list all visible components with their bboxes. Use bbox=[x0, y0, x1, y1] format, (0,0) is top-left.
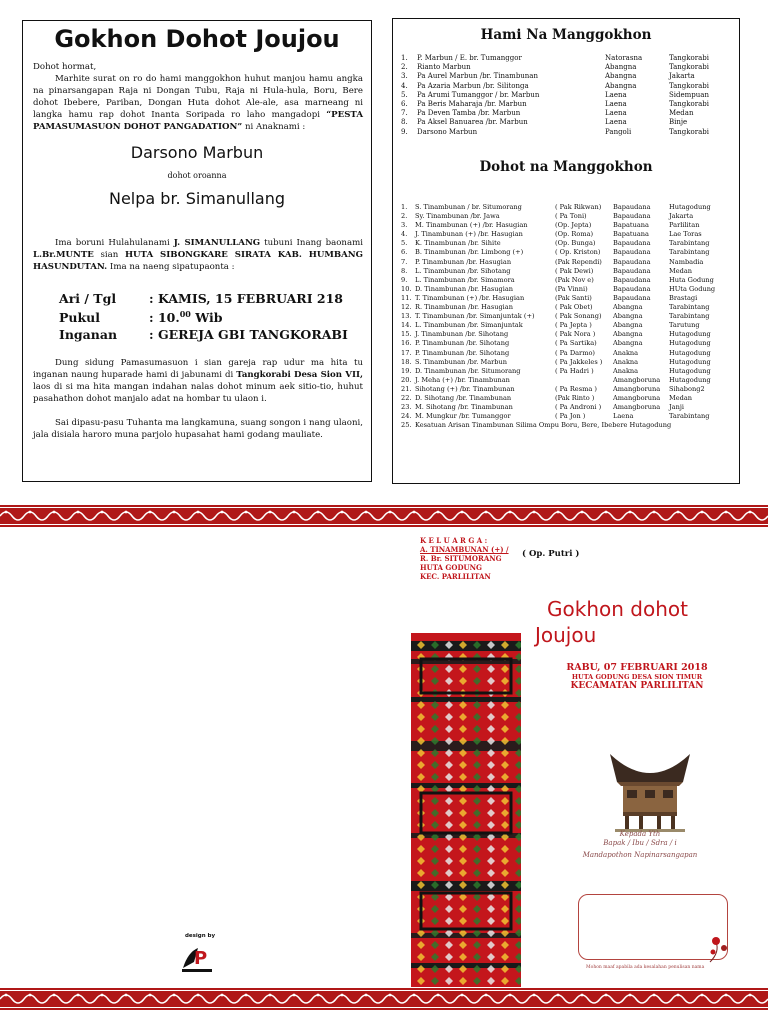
hosts-table bbox=[401, 54, 729, 137]
invitees-heading: Dohot na Manggokhon bbox=[479, 159, 653, 175]
host-row: 9. Darsono Marbun Pangoli Tangkorabi bbox=[401, 127, 709, 136]
host-row: 2. Rianto Marbun Abangna Tangkorabi bbox=[401, 63, 709, 72]
card-title: Gokhon dohot Joujou bbox=[535, 597, 688, 647]
batak-house-image bbox=[605, 752, 695, 832]
op-putri-label: ( Op. Putri ) bbox=[522, 549, 580, 559]
invitee-row: 10. D. Tinambunan /br. Hasugian (Pa Vinni) Bapaudana HUta Godung bbox=[401, 284, 716, 293]
invitee-row: 11. T. Tinambunan (+) /br. Hasugian (Pak Santi) Bapaudana Brastagi bbox=[401, 293, 698, 302]
host-row: 5. Pa Arumi Tumanggor / br. Marbun Laena Sidempuan bbox=[401, 90, 709, 99]
invitee-row: 14. L. Tinambunan /br. Simanjuntak ( Pa Jepta ) Abangna Tarutung bbox=[401, 321, 700, 330]
invitee-row: 17. P. Tinambunan /br. Sihotang ( Pa Darmo) Anakna Hutagodung bbox=[401, 348, 711, 357]
host-row: 4. Pa Azaria Marbun /br. Silitonga Abangna Tangkorabi bbox=[401, 81, 709, 90]
ulos-textile-image bbox=[411, 633, 521, 987]
invitee-row: 2. Sy. Tinambunan /br. Jawa ( Pa Toni) Bapaudana Jakarta bbox=[401, 212, 694, 221]
invitee-row: 23. M. Sihotang /br. Tinambunan ( Pa Androni ) Amangboruna Janji bbox=[401, 403, 684, 412]
designer-logo-icon bbox=[180, 942, 214, 974]
host-row: 6. Pa Beris Maharaja /br. Marbun Laena Tangkorabi bbox=[401, 100, 709, 109]
connector-text: dohot oroanna bbox=[167, 171, 227, 180]
invitee-row: 21. Sihotang (+) /br. Tinambunan ( Pa Resma ) Amangboruna Sihabong2 bbox=[401, 384, 705, 393]
invitee-row: 20. J. Meha (+) /br. Tinambunan Amangboruna Hutagodung bbox=[401, 375, 711, 384]
name-apology-note: Mohon maaf apabila ada kesalahan penulisan nama bbox=[586, 965, 705, 970]
design-by-label: design by bbox=[184, 933, 216, 939]
event-venue-row: Inganan : GEREJA GBI TANGKORABI bbox=[59, 327, 348, 342]
invitee-row: 5. K. Tinambunan /br. Sihite (Op. Bunga) Bapaudana Tarabintang bbox=[401, 239, 710, 248]
bottom-border-ornament bbox=[0, 988, 768, 1010]
event-time-row: Pukul : 10.00 Wib bbox=[59, 309, 223, 326]
invitee-row: 22. D. Sihotang /br. Tinambunan (Pak Rinto ) Amangboruna Medan bbox=[401, 393, 693, 402]
invitee-row: 1. S. Tinambunan / br. Situmorang ( Pak Rikwan) Bapaudana Hutagodung bbox=[401, 203, 711, 211]
invitee-row: 7. P. Tinambunan /br. Hasugian (Pak Rependi) Bapaudana Nambadia bbox=[401, 257, 704, 266]
invitation-letter-panel bbox=[22, 20, 372, 482]
invitees-table bbox=[401, 203, 727, 430]
bride-family-paragraph: Ima boruni Hulahulanami J. SIMANULLANG tubuni Inang baonami L.Br.MUNTE sian HUTA SIBONGKARE SIRATA KAB. HUMBANG HASUNDUTAN. Ima na naeng sipatupaonta : bbox=[33, 238, 363, 272]
invitee-row: 8. L. Tinambunan /br. Sihotang ( Pak Dewi) Bapaudana Medan bbox=[401, 266, 693, 275]
host-row: 7. Pa Deven Tamba /br. Marbun Laena Medan bbox=[401, 109, 694, 118]
hosts-heading: Hami Na Manggokhon bbox=[480, 27, 652, 43]
closing-paragraph: Sai dipasu-pasu Tuhanta ma langkamuna, suang songon i nang ulaoni, jala disiala haroro muna parjolo hupasahat hami godang mauliate. bbox=[33, 418, 363, 440]
invitee-row: 12. R. Tinambunan /br. Hasugian ( Pak Obet) Abangna Tarabintang bbox=[401, 303, 710, 312]
invitee-row: 24. M. Mungkur /br. Tumanggor ( Pa Jon ) Laena Tarabintang bbox=[401, 412, 710, 421]
flower-ornament-icon bbox=[706, 934, 736, 964]
invitee-row: 19. D. Tinambunan /br. Situmorang ( Pa Hadri ) Anakna Hutagodung bbox=[401, 366, 711, 375]
reception-paragraph: Dung sidung Pamasumasuon i sian gareja rap udur ma hita tu inganan naung huparade hami di jabunami di Tangkorabi Desa Sion VII, laos di si ma hita mangan indahan nalas dohot minum aek sitio-tio, huhut pasahathon dohot manjalo adat na hombar tu ulaon i. bbox=[33, 358, 363, 404]
host-row: 1. P. Marbun / E. br. Tumanggor Natorasna Tangkorabi bbox=[401, 54, 709, 62]
invitee-row: 16. P. Tinambunan /br. Sihotang ( Pa Sartika) Abangna Hutagodung bbox=[401, 339, 711, 348]
svg-text:P: P bbox=[194, 948, 208, 969]
top-border-ornament bbox=[0, 505, 768, 527]
host-row: 8. Pa Aksel Banuarea /br. Marbun Laena Binje bbox=[401, 118, 688, 127]
family-block: K E L U A R G A : A. TINAMBUNAN (+) / R. Br. SITUMORANG HUTA GODUNG KEC. PARLILITAN bbox=[420, 536, 509, 581]
greeting: Dohot hormat, bbox=[33, 62, 97, 72]
letter-title: Gokhon Dohot Joujou bbox=[54, 25, 340, 53]
addressee-block: Kepada Yth Bapak / Ibu / Sdra / i Mandapothon Napinarsangapan bbox=[582, 830, 698, 859]
invitee-row: 6. B. Tinambunan /br. Limbong (+) ( Op. Kriston) Bapaudana Tarabintang bbox=[401, 248, 710, 257]
invitee-row: 25. Kesatuan Arisan Tinambunan Silima Ompu Boru, Bere, Ibebere Hutagodung bbox=[401, 421, 672, 430]
invitee-row: 3. M. Tinambunan (+) /br. Hasugian (Op. Jepta) Bapatuana Parlilitan bbox=[401, 221, 700, 230]
event-date-row: Ari / Tgl : KAMIS, 15 FEBRUARI 218 bbox=[59, 291, 343, 306]
hosts-panel bbox=[392, 18, 740, 484]
groom-name: Darsono Marbun bbox=[130, 143, 264, 162]
invitee-row: 4. J. Tinambunan (+) /br. Hasugian (Op. Roma) Bapatuana Lae Toras bbox=[401, 230, 702, 239]
invitee-row: 9. L. Tinambunan /br. Simamora (Pak Nov e) Bapaudana Huta Godung bbox=[401, 275, 714, 284]
invitee-row: 18. S. Tinambunan /br. Marbun ( Pa Jakkeles ) Anakna Hutagodung bbox=[401, 357, 711, 366]
invitee-row: 13. T. Tinambunan /br. Simanjuntak (+) ( Pak Sonang) Abangna Tarabintang bbox=[401, 312, 710, 321]
card-date-block: RABU, 07 FEBRUARI 2018 HUTA GODUNG DESA SION TIMUR KECAMATAN PARLILITAN bbox=[566, 662, 708, 691]
opening-paragraph: Marhite surat on ro do hami manggokhon huhut manjou hamu angka na pinarsangapan Raja ni Dongan Tubu, Raja ni Hula-hula, Boru, Bere dohot Ibebere, Pariban, Dongan Huta dohot Ale-ale, asa marneang ni langka hamu rap dohot Inanta Soripada ro laho mangadopi “PESTA PAMASUMASUON DOHOT PANGADATION” ni Anaknami : bbox=[33, 74, 363, 132]
invitee-row: 15. J. Tinambunan /br. Sihotang ( Pak Nora ) Abangna Hutagodung bbox=[401, 330, 711, 339]
bride-name: Nelpa br. Simanullang bbox=[108, 189, 285, 208]
host-row: 3. Pa Aurel Marbun /br. Tinambunan Abangna Jakarta bbox=[401, 72, 695, 81]
